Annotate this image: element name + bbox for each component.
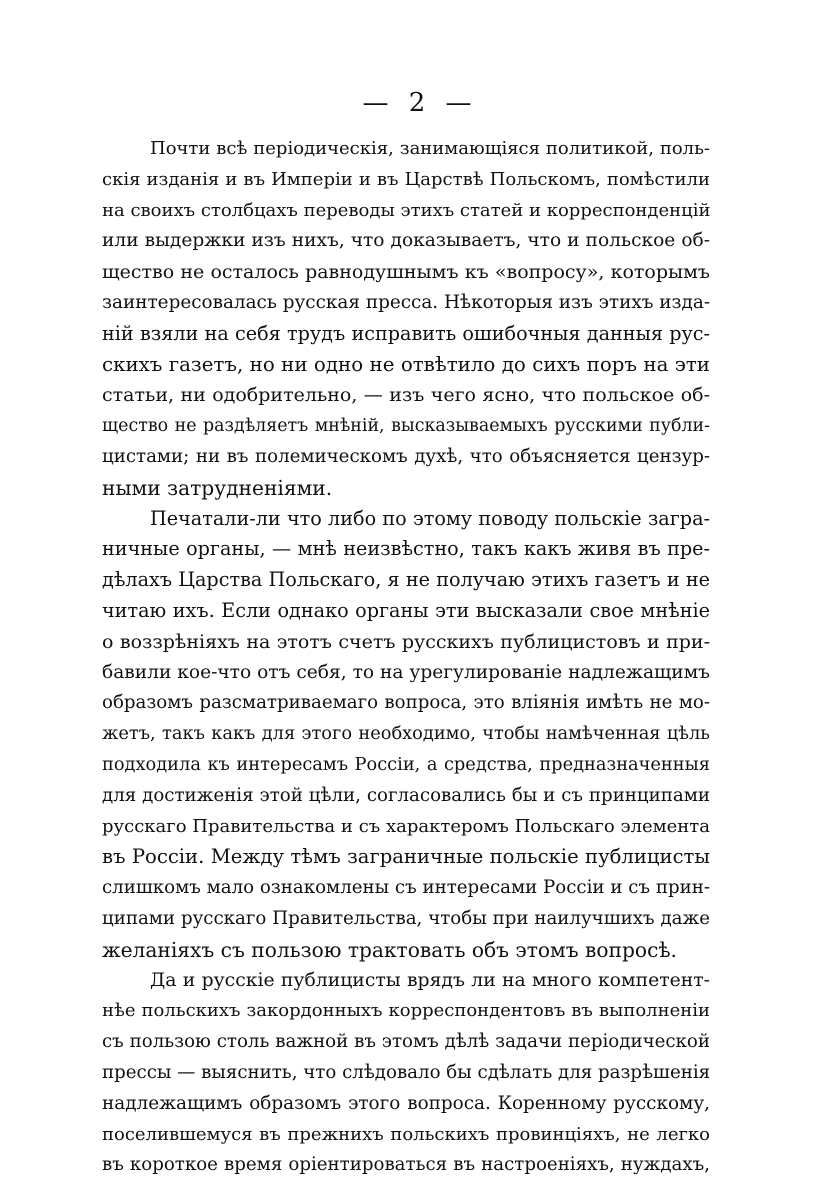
text-line: подходила къ интересамъ Россіи, а средства, предназначенныя [102,753,710,775]
text-line: въ Россіи. Между тѣмъ заграничные польскіе публицисты [102,845,710,869]
text-line: съ пользою столь важной въ этомъ дѣлѣ задачи періодической [102,1031,710,1053]
text-line: о воззрѣніяхъ на этотъ счетъ русскихъ публицистовъ и при- [102,630,710,653]
text-line: прессы — выяснить, что слѣдовало бы сдѣлать для разрѣшенія [102,1061,710,1083]
text-line: для достиженія этой цѣли, согласовались бы и съ принципами [102,784,710,806]
text-line: Почти всѣ періодическія, занимающіяся политикой, поль- [150,138,710,159]
text-line: читаю ихъ. Если однако органы эти высказали свое мнѣніе [102,598,710,622]
text-line: ничные органы, — мнѣ неизвѣстно, такъ какъ живя въ пре- [102,537,710,561]
text-line: Да и русскіе публицисты врядъ ли на много компетент- [150,969,710,991]
text-line: дѣлахъ Царства Польскаго, я не получаю этихъ газетъ и не [102,568,710,592]
text-line: ній взяли на себя трудъ исправить ошибочныя данныя рус- [102,321,710,345]
text-line: на своихъ столбцахъ переводы этихъ статей и корреспонденцій [102,199,710,221]
text-line: щество не осталось равнодушнымъ къ «вопросу», которымъ [102,261,710,284]
text-line: заинтересовалась русская пресса. Нѣкоторыя изъ этихъ изда- [102,291,710,313]
text-line: поселившемуся въ прежнихъ польскихъ провинціяхъ, не легко [102,1123,710,1145]
text-line: щество не раздѣляетъ мнѣній, высказываемыхъ русскими публи- [102,416,710,437]
text-line: статьи, ни одобрительно, — изъ чего ясно, что польское об- [102,384,710,407]
text-line: ными затрудненіями. [102,475,333,500]
paragraph-3 [102,966,710,1182]
paragraph-1 [102,134,710,504]
text-line: жетъ, такъ какъ для этого необходимо, чтобы намѣченная цѣль [102,723,710,745]
page-number: — 2 — [362,88,478,118]
text-line: надлежащимъ образомъ этого вопроса. Коренному русскому, [102,1092,710,1114]
paragraph-2 [102,504,710,966]
text-line: скихъ газетъ, но ни одно не отвѣтило до сихъ поръ на эти [102,352,710,376]
text-line: цистами; ни въ полемическомъ духѣ, что объясняется цензур- [102,445,710,467]
text-line: бавили кое-что отъ себя, то на урегулированіе надлежащимъ [102,661,710,683]
text-line: слишкомъ мало ознакомлены съ интересами Россіи и съ прин- [102,877,710,899]
text-line: образомъ разсматриваемаго вопроса, это вліянія имѣть не мо- [102,692,710,714]
text-line: ципами русскаго Правительства, чтобы при наилучшихъ даже [102,907,710,929]
text-line: желаніяхъ съ пользою трактовать объ этомъ вопросѣ. [102,937,677,962]
text-line: въ короткое время оріентироваться въ настроеніяхъ, нуждахъ, [102,1154,710,1176]
text-line: или выдержки изъ нихъ, что доказываетъ, что и польское об- [102,230,710,252]
text-line: Печатали-ли что либо по этому поводу польскіе загра- [150,506,710,530]
body-text [102,134,710,1181]
text-line: скія изданія и въ Имперіи и въ Царствѣ Польскомъ, помѣстили [102,168,710,190]
text-line: русскаго Правительства и съ характеромъ Польскаго элемента [102,815,710,837]
text-line: нѣе польскихъ закордонныхъ корреспондентовъ въ выполненіи [102,1000,710,1022]
